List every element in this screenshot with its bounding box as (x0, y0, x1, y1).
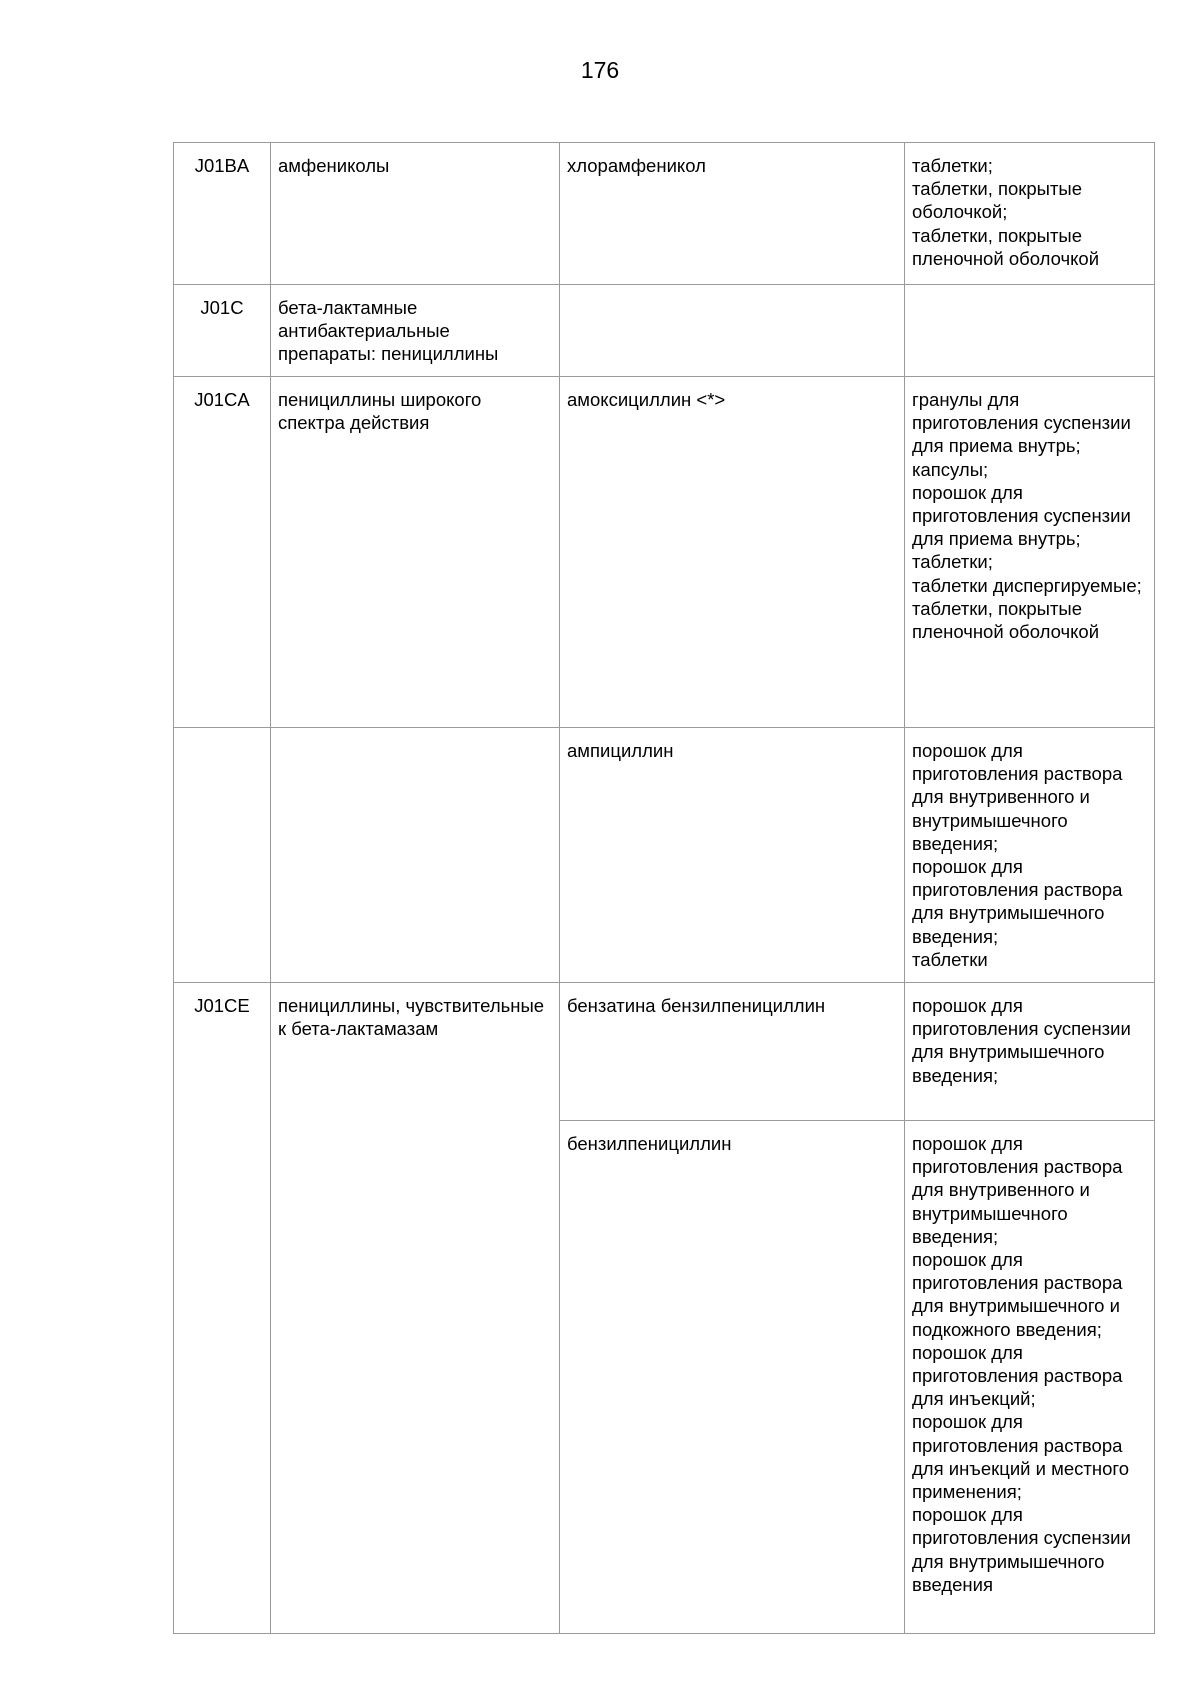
drug-cell: амоксициллин <*> (560, 377, 905, 728)
atc-code-cell (174, 728, 271, 983)
group-cell: амфениколы (271, 143, 560, 285)
forms-cell: гранулы для приготовления суспензии для приема внутрь; капсулы; порошок для приготовления суспензии для приема внутрь; таблетки; таблетки диспергируемые; таблетки, покрытые пленочной оболочкой (905, 377, 1155, 728)
atc-code-cell: J01BA (174, 143, 271, 285)
drug-cell: бензилпенициллин (560, 1121, 905, 1634)
forms-cell (905, 285, 1155, 377)
table-row (174, 983, 1155, 1121)
group-cell: пенициллины, чувствительные к бета-лактамазам (271, 983, 560, 1634)
page-number: 176 (580, 57, 620, 83)
atc-code-cell: J01CE (174, 983, 271, 1634)
table-row (174, 143, 1155, 285)
atc-code-cell: J01CA (174, 377, 271, 728)
group-cell: пенициллины широкого спектра действия (271, 377, 560, 728)
drug-cell: хлорамфеникол (560, 143, 905, 285)
table-row (174, 728, 1155, 983)
group-cell (271, 728, 560, 983)
drug-cell (560, 285, 905, 377)
drug-cell: бензатина бензилпенициллин (560, 983, 905, 1121)
group-cell: бета-лактамные антибактериальные препараты: пенициллины (271, 285, 560, 377)
table-row (174, 377, 1155, 728)
forms-cell: таблетки; таблетки, покрытые оболочкой; таблетки, покрытые пленочной оболочкой (905, 143, 1155, 285)
forms-cell: порошок для приготовления раствора для внутривенного и внутримышечного введения; порошок для приготовления раствора для внутримышечного и подкожного введения; порошок для приготовления раствора для инъекций; порошок для приготовления раствора для инъекций и местного применения; порошок для приготовления суспензии для внутримышечного введения (905, 1121, 1155, 1634)
forms-cell: порошок для приготовления суспензии для внутримышечного введения; (905, 983, 1155, 1121)
atc-code-cell: J01C (174, 285, 271, 377)
drug-table (173, 142, 1155, 1634)
table-row (174, 285, 1155, 377)
forms-cell: порошок для приготовления раствора для внутривенного и внутримышечного введения; порошок для приготовления раствора для внутримышечного введения; таблетки (905, 728, 1155, 983)
drug-cell: ампициллин (560, 728, 905, 983)
